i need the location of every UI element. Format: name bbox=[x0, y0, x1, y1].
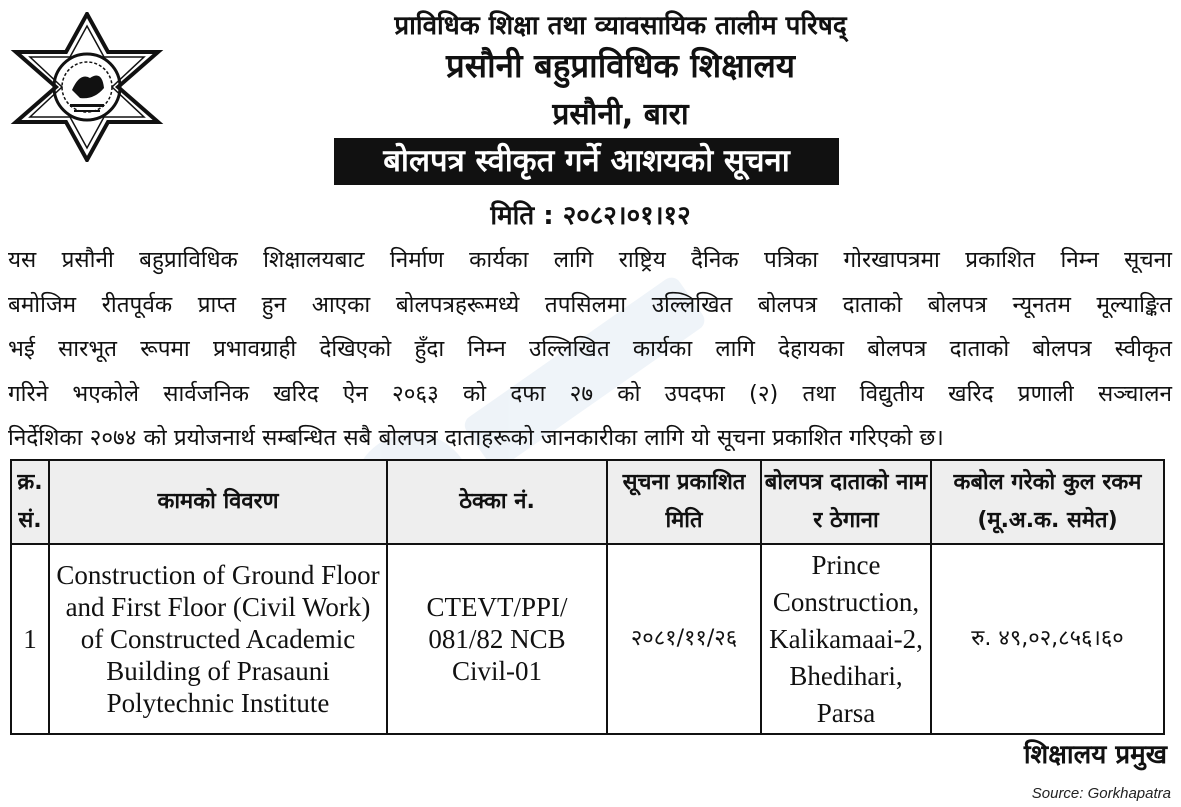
cell-description: Construction of Ground Floor and First Floor (Civil Work) of Constructed Academic Building of Prasauni Polytechnic Institute bbox=[49, 544, 387, 734]
body-line: बमोजिम रीतपूर्वक प्राप्त हुन आएका बोलपत्रहरूमध्ये तपसिलमा उल्लिखित बोलपत्र दाताको बोलपत्र न्यूनतम मूल्याङ्कित bbox=[8, 291, 1172, 318]
table-header-row bbox=[11, 460, 1164, 544]
source-credit: Source: Gorkhapatra bbox=[1031, 785, 1171, 802]
body-line: गरिने भएकोले सार्वजनिक खरिद ऐन २०६३ को दफा २७ को उपदफा (२) तथा विद्युतीय खरिद प्रणाली सञ्चालन bbox=[8, 380, 1172, 407]
signature-title: शिक्षालय प्रमुख bbox=[1023, 740, 1167, 770]
body-line: यस प्रसौनी बहुप्राविधिक शिक्षालयबाट निर्माण कार्यका लागि राष्ट्रिय दैनिक पत्रिका गोरखापत्रमा प्रकाशित निम्न सूचना bbox=[8, 247, 1172, 273]
table-row bbox=[11, 544, 1164, 734]
column-header-amount: कबोल गरेको कुल रकम (मू.अ.क. समेत) bbox=[931, 460, 1164, 544]
cell-bidder: Prince Construction, Kalikamaai-2, Bhedihari, Parsa bbox=[761, 544, 931, 734]
tender-table bbox=[10, 459, 1165, 735]
cell-published-date: २०८१/११/२६ bbox=[607, 544, 761, 734]
body-line: निर्देशिका २०७४ को प्रयोजनार्थ सम्बन्धित सबै बोलपत्र दाताहरूको जानकारीका लागि यो सूचना प्रकाशित गरिएको छ। bbox=[8, 425, 944, 451]
body-line: भई सारभूत रूपमा प्रभावग्राही देखिएको हुँदा निम्न उल्लिखित कार्यका लागि देहायका बोलपत्र दाताको बोलपत्र स्वीकृत bbox=[8, 336, 1172, 362]
institute-location: प्रसौनी, बारा bbox=[552, 97, 689, 132]
notice-date: मिति : २०८२।०१।१२ bbox=[490, 201, 691, 231]
institute-name: प्रसौनी बहुप्राविधिक शिक्षालय bbox=[446, 46, 795, 85]
council-name: प्राविधिक शिक्षा तथा व्यावसायिक तालीम परिषद् bbox=[394, 11, 847, 41]
column-header-description: कामको विवरण bbox=[49, 460, 387, 544]
cell-amount: रु. ४९,०२,८५६।६० bbox=[931, 544, 1164, 734]
column-header-bidder: बोलपत्र दाताको नाम र ठेगाना bbox=[761, 460, 931, 544]
cell-sn: 1 bbox=[11, 544, 49, 734]
column-header-sn: क्र. सं. bbox=[11, 460, 49, 544]
column-header-published-date: सूचना प्रकाशित मिति bbox=[607, 460, 761, 544]
column-header-contract-no: ठेक्का नं. bbox=[387, 460, 607, 544]
notice-title: बोलपत्र स्वीकृत गर्ने आशयको सूचना bbox=[334, 138, 839, 185]
cell-contract-no: CTEVT/PPI/ 081/82 NCB Civil-01 bbox=[387, 544, 607, 734]
notice-body bbox=[8, 238, 1172, 461]
